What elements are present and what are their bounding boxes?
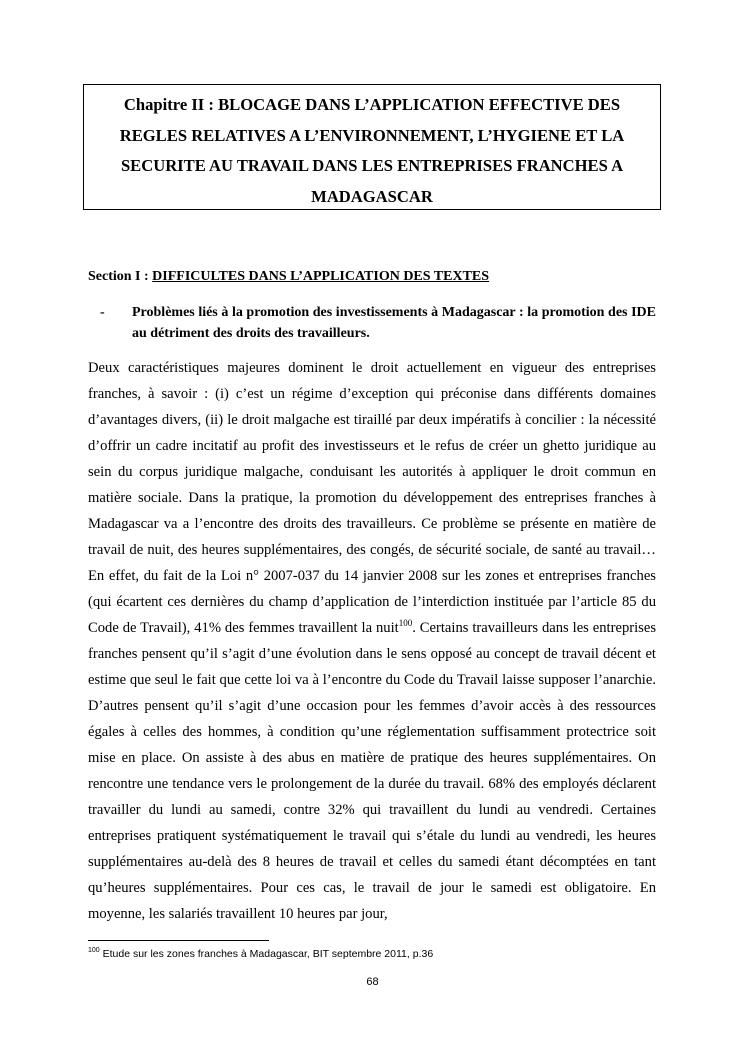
chapter-title: Chapitre II : BLOCAGE DANS L’APPLICATION EFFECTIVE DES REGLES RELATIVES A L’ENVIRONNEMENT, L’HYGIENE ET LA SECURITE AU TRAVAIL DANS LES ENTREPRISES FRANCHES A MADAGASCAR — [119, 95, 625, 206]
section-heading — [88, 269, 489, 285]
footnote-separator — [88, 940, 269, 941]
paragraph-text-part2: . Certains travailleurs dans les entreprises franches pensent qu’il s’agit d’une évolution dans le sens opposé au concept de travail décent et estime que seul le fait que cette loi va à l’encontre du Code du Travail laisse supposer l’anarchie. D’autres pensent qu’il s’agit d’une occasion pour les femmes d’avoir accès à des ressources égales à celles des hommes, à condition qu’une réglementation suffisamment protectrice soit mise en place. On assiste à des abus en matière de pratique des heures supplémentaires. On rencontre une tendance vers le prolongement de la durée du travail. 68% des employés déclarent travailler du lundi au samedi, contre 32% qui travaillent du lundi au vendredi. Certaines entreprises pratiquent systématiquement le travail qui s’étale du lundi au vendredi, les heures supplémentaires au-delà des 8 heures de travail et celles du samedi étant décomptées en tant qu’heures supplémentaires. Pour ces cas, le travail de jour le samedi est obligatoire. En moyenne, les salariés travaillent 10 heures par jour, — [88, 620, 656, 922]
body-paragraph — [88, 355, 656, 927]
section-title: DIFFICULTES DANS L’APPLICATION DES TEXTES — [152, 269, 490, 284]
page-number: 68 — [366, 976, 379, 988]
section-prefix: Section I : — [88, 269, 153, 284]
subheading — [100, 302, 656, 344]
bullet-dash: - — [100, 305, 105, 320]
subheading-text: Problèmes liés à la promotion des investissements à Madagascar : la promotion des IDE au détriment des droits des travailleurs. — [132, 305, 656, 341]
footnote-number: 100 — [88, 947, 100, 954]
chapter-title-box — [83, 84, 661, 210]
paragraph-text-part1: Deux caractéristiques majeures dominent le droit actuellement en vigueur des entreprises franches, à savoir : (i) c’est un régime d’exception qui préconise dans différents domaines d’avantages divers, (ii) le droit malgache est tiraillé par deux impératifs à concilier : la nécessité d’offrir un cadre incitatif au profit des investisseurs et le refus de créer un ghetto juridique au sein du corpus juridique malgache, conduisant les autorités à appliquer le droit commun en matière sociale. Dans la pratique, la promotion du développement des entreprises franches à Madagascar va a l’encontre des droits des travailleurs. Ce problème se présente en matière de travail de nuit, des heures supplémentaires, des congés, de sécurité sociale, de santé au travail…En effet, du fait de la Loi n° 2007-037 du 14 janvier 2008 sur les zones et entreprises franches (qui écartent ces dernières du champ d’application de l’interdiction instituée par l’article 85 du Code de Travail), 41% des femmes travaillent la nuit — [88, 360, 656, 636]
footnote-text: Etude sur les zones franches à Madagascar, BIT septembre 2011, p.36 — [99, 948, 434, 960]
footnote — [88, 948, 433, 960]
footnote-reference[interactable]: 100 — [398, 618, 413, 628]
